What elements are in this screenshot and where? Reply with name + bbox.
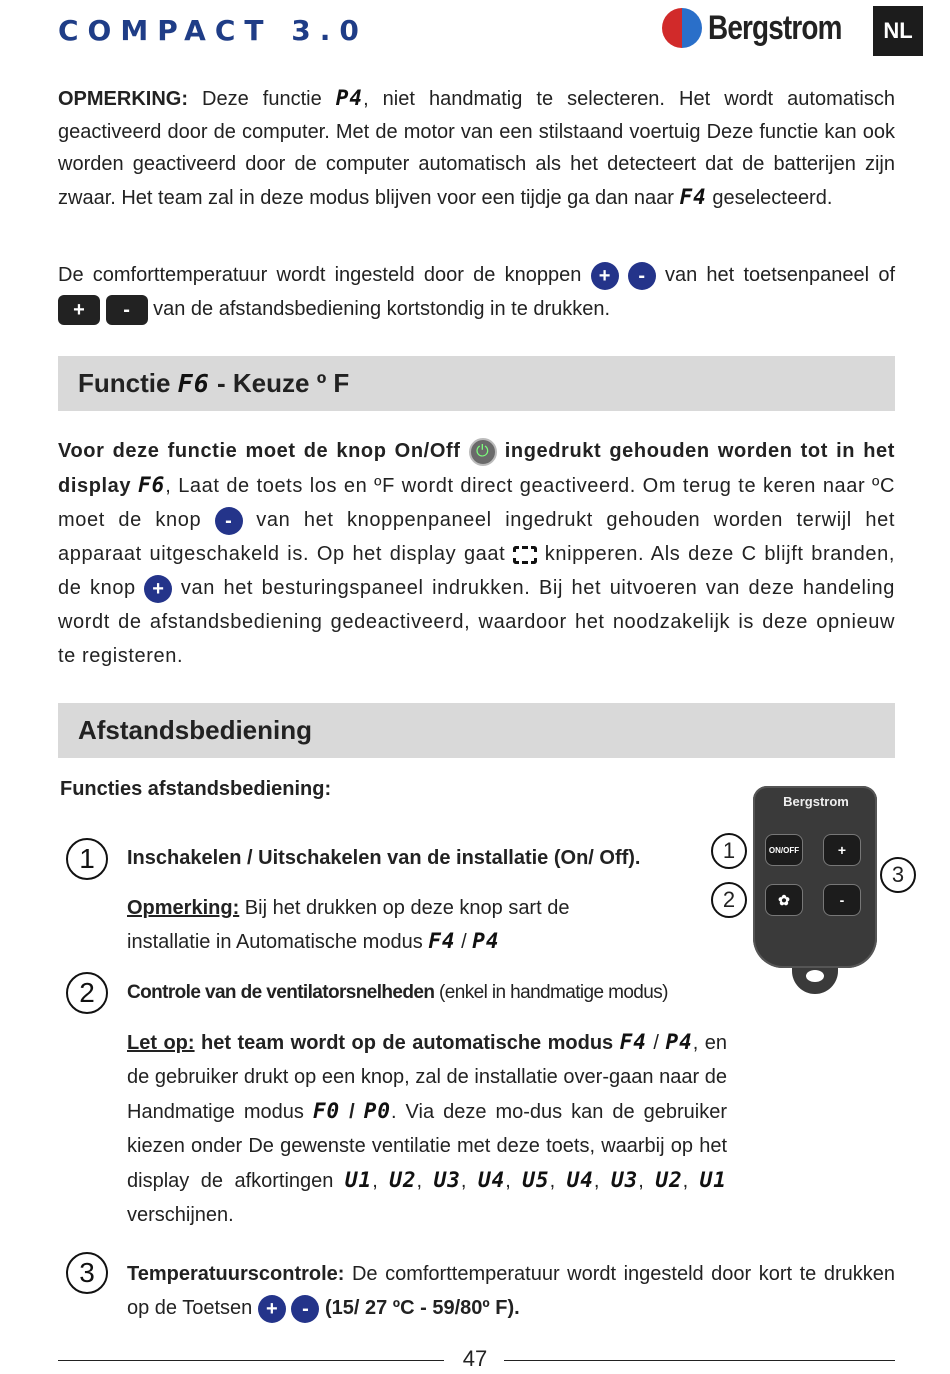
section-header-f6: [58, 356, 895, 411]
comfort-text: De comforttemperatuur wordt ingesteld door de knoppen: [58, 264, 591, 286]
display-code: U4: [477, 1168, 506, 1192]
plus-button-icon: +: [258, 1295, 286, 1323]
note-text: geselecteerd.: [706, 186, 833, 209]
f6-text: van het besturingspaneel indrukken. Bij het uitvoeren van deze handeling wordt de afstandsbediening gedeactiveerd, waardoor het noodzakelijk is deze opnieuw te registeren.: [58, 577, 895, 667]
display-code: F0: [312, 1099, 341, 1123]
product-title: COMPACT 3.0: [58, 14, 368, 47]
separator: /: [646, 1032, 666, 1054]
plus-button-icon: +: [591, 262, 619, 290]
section-title: [78, 356, 349, 411]
item-3-title: Temperatuurscontrole:: [127, 1263, 345, 1285]
display-code: F4: [679, 184, 707, 209]
f6-bold-text: ingedrukt gehouden worden tot in het display: [58, 440, 895, 497]
remote-callout-2: 2: [711, 882, 747, 918]
remote-minus-key: -: [823, 884, 861, 916]
display-code: F6: [177, 369, 210, 398]
display-code: P4: [665, 1030, 693, 1054]
item-number-3: 3: [66, 1252, 108, 1294]
footer-rule-right: [504, 1360, 895, 1361]
section-title: Afstandsbediening: [78, 715, 313, 745]
item-2-text: . Via deze mo-dus kan de gebruiker kiezen onder De gewenste ventilatie met deze toets, waarbij op het display de afkortingen: [127, 1101, 727, 1192]
display-code: U3: [610, 1168, 639, 1192]
logo-emblem-icon: [662, 8, 702, 48]
item-1-title: Inschakelen / Uitschakelen van de installatie (On/ Off).: [127, 847, 641, 869]
item-2-bold-text: het team wordt op de automatische modus: [194, 1032, 620, 1054]
section-header-remote: [58, 703, 895, 758]
power-button-icon: ⏻: [469, 438, 497, 466]
display-code: F6: [137, 473, 166, 497]
note-text: , niet handmatig te selecteren. Het wordt automatisch geactiveerd door de computer. Met de motor van een stilstaand voertuig Deze functie kan ook worden geactiveerd door de computer automatisch als het detecteert dat de batterijen zijn zwaar. Het team zal in deze modus blijven voor een tijdje ga dan naar: [58, 88, 895, 209]
remote-plus-key: +: [823, 834, 861, 866]
comfort-text: van het toetsenpaneel of: [655, 264, 896, 286]
comfort-text: van de afstandsbediening kortstondig in te drukken.: [147, 298, 611, 320]
item-2-title: [127, 982, 668, 1004]
bergstrom-logo: [662, 8, 871, 48]
item-2-title-bold: Controle van de ventilatorsnelheden: [127, 982, 435, 1003]
item-3-text: De comforttemperatuur wordt ingesteld door kort te drukken op de Toetsen: [127, 1263, 895, 1319]
item-note-text: Bij het drukken op deze knop sart de installatie in Automatische modus: [127, 897, 570, 953]
item-2-text: , en de gebruiker drukt op een knop, zal de installatie over-gaan naar de Handmatige modus: [127, 1032, 727, 1123]
item-number-1: 1: [66, 838, 108, 880]
section-title-prefix: Functie: [78, 368, 178, 398]
remote-fan-key: ✿: [765, 884, 803, 916]
remote-onoff-key: ON/OFF: [765, 834, 803, 866]
remote-minus-icon: -: [106, 295, 148, 325]
separator: /: [340, 1101, 364, 1123]
display-code: U4: [566, 1168, 594, 1192]
item-2-text: verschijnen.: [127, 1204, 234, 1226]
display-code: U2: [655, 1168, 683, 1192]
footer-rule-left: [58, 1360, 444, 1361]
display-code: P4: [335, 86, 364, 110]
item-3-range: (15/ 27 ºC - 59/80º F).: [319, 1297, 520, 1319]
note-label: Opmerking:: [127, 897, 240, 919]
item-2-title-rest: (enkel in handmatige modus): [434, 982, 668, 1003]
remote-callout-3: 3: [880, 857, 916, 893]
note-paragraph: [58, 82, 895, 214]
note-label: Let op:: [127, 1032, 195, 1054]
display-code: F4: [619, 1030, 647, 1054]
note-label: OPMERKING:: [58, 88, 188, 110]
display-code: U1: [699, 1168, 727, 1192]
section-title-suffix: - Keuze º F: [209, 368, 350, 398]
comfort-paragraph: [58, 258, 895, 326]
display-code: P0: [363, 1099, 391, 1123]
display-code: U2: [389, 1168, 417, 1192]
minus-button-icon: -: [628, 262, 656, 290]
note-text: Deze functie: [188, 88, 336, 110]
remote-brand: Bergstrom: [783, 794, 849, 809]
f6-text: , Laat de toets los en ºF wordt direct geactiveerd. Om terug te keren naar ºC moet de knop: [58, 475, 896, 531]
display-code: F4: [428, 929, 456, 953]
logo-text: Bergstrom: [708, 8, 842, 47]
item-2-note: Let op: het team wordt op de automatische modus F4 / P4, en de gebruiker drukt op een knop, zal de installatie over-gaan naar de Handmatige modus F0 / P0. Via deze mo-dus kan de gebruiker kiezen onder De gewenste ventilatie met deze toets, waarbij op het display de afkortingen U1, U2, U3, U4, U5, U4, U3, U2, U1 verschijnen.: [127, 1030, 727, 1226]
remote-callout-1: 1: [711, 833, 747, 869]
display-code: U5: [522, 1168, 550, 1192]
remote-plus-icon: +: [58, 295, 100, 325]
display-code: U3: [433, 1168, 461, 1192]
c-display-icon: [513, 546, 537, 564]
separator: /: [455, 931, 473, 953]
page-number: 47: [462, 1346, 488, 1371]
item-1-note: [127, 892, 647, 959]
minus-button-icon: -: [291, 1295, 319, 1323]
item-3-text-block: [127, 1257, 895, 1325]
remote-control-image: [753, 786, 877, 968]
f6-bold-text: Voor deze functie moet de knop On/Off: [58, 440, 469, 462]
f6-text: knipperen. Als deze C blijft branden, de knop: [58, 543, 895, 599]
display-code: U1: [344, 1168, 373, 1192]
display-code: P4: [472, 929, 500, 953]
language-badge: NL: [873, 6, 923, 56]
plus-button-icon: +: [144, 575, 172, 603]
f6-text: van het knoppenpaneel ingedrukt gehouden worden terwijl het apparaat uitgeschakeld is. Op het display gaat: [58, 509, 895, 565]
item-number-2: 2: [66, 972, 108, 1014]
f6-paragraph: [58, 434, 895, 673]
remote-keyring-hole: [806, 970, 824, 982]
minus-button-icon: -: [215, 507, 243, 535]
section-subtitle: Functies afstandsbediening:: [60, 778, 332, 800]
